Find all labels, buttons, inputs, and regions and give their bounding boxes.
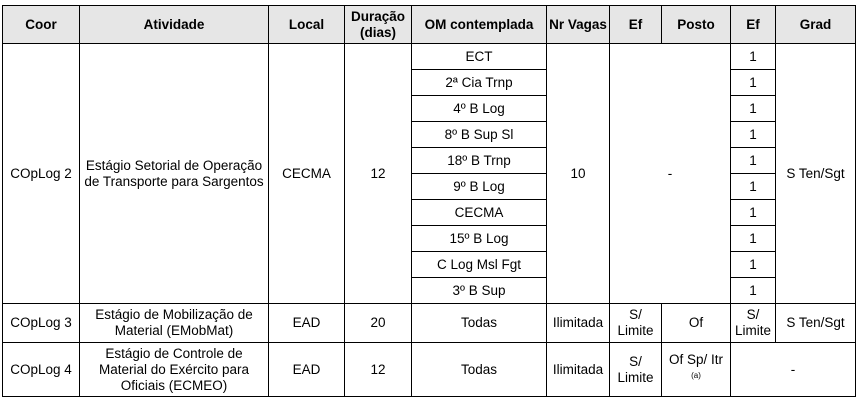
header-posto: Posto — [662, 6, 731, 44]
cell-om: ECT — [412, 44, 547, 70]
cell-ef2: 1 — [731, 200, 776, 226]
cell-ef2: 1 — [731, 44, 776, 70]
cell-ef2: S/ Limite — [731, 304, 776, 343]
cell-coor: COpLog 2 — [3, 44, 80, 304]
header-local: Local — [269, 6, 345, 44]
cell-ef: S/ Limite — [610, 304, 662, 343]
table-row — [3, 44, 856, 70]
cell-coor: COpLog 3 — [3, 304, 80, 343]
header-vagas: Nr Vagas — [547, 6, 610, 44]
header-row — [3, 6, 856, 44]
cell-ef2: 1 — [731, 174, 776, 200]
cell-ef: S/ Limite — [610, 343, 662, 397]
cell-vagas: Ilimitada — [547, 343, 610, 397]
table-row — [3, 343, 856, 397]
cell-ef2: 1 — [731, 252, 776, 278]
cell-om: Todas — [412, 343, 547, 397]
cell-duracao: 12 — [345, 44, 412, 304]
cell-atividade: Estágio de Mobilização de Material (EMobMat) — [80, 304, 269, 343]
cell-local: EAD — [269, 343, 345, 397]
cell-om: 2ª Cia Trnp — [412, 70, 547, 96]
cell-om: CECMA — [412, 200, 547, 226]
cell-om: C Log Msl Fgt — [412, 252, 547, 278]
table-row — [3, 304, 856, 343]
header-om: OM contemplada — [412, 6, 547, 44]
cell-atividade: Estágio Setorial de Operação de Transporte para Sargentos — [80, 44, 269, 304]
header-duracao: Duração (dias) — [345, 6, 412, 44]
footnote-marker: (a) — [691, 370, 701, 380]
cell-om: 18º B Trnp — [412, 148, 547, 174]
header-coor: Coor — [3, 6, 80, 44]
cell-posto — [662, 343, 731, 397]
cell-om: 8º B Sup Sl — [412, 122, 547, 148]
cell-ef-posto: - — [610, 44, 731, 304]
cell-grad: S Ten/Sgt — [776, 44, 856, 304]
activities-table — [2, 5, 856, 397]
cell-coor: COpLog 4 — [3, 343, 80, 397]
cell-ef2: 1 — [731, 226, 776, 252]
header-atividade: Atividade — [80, 6, 269, 44]
cell-ef2: 1 — [731, 148, 776, 174]
cell-ef2-grad: - — [731, 343, 856, 397]
cell-grad: S Ten/Sgt — [776, 304, 856, 343]
cell-duracao: 20 — [345, 304, 412, 343]
cell-om: 15º B Log — [412, 226, 547, 252]
cell-om: 4º B Log — [412, 96, 547, 122]
cell-posto: Of — [662, 304, 731, 343]
cell-om: 9º B Log — [412, 174, 547, 200]
cell-vagas: 10 — [547, 44, 610, 304]
header-ef2: Ef — [731, 6, 776, 44]
cell-duracao: 12 — [345, 343, 412, 397]
cell-local: CECMA — [269, 44, 345, 304]
posto-text: Of Sp/ Itr — [668, 351, 723, 367]
cell-ef2: 1 — [731, 278, 776, 304]
header-ef: Ef — [610, 6, 662, 44]
cell-atividade: Estágio de Controle de Material do Exército para Oficiais (ECMEO) — [80, 343, 269, 397]
cell-ef2: 1 — [731, 96, 776, 122]
cell-vagas: Ilimitada — [547, 304, 610, 343]
header-grad: Grad — [776, 6, 856, 44]
cell-om: Todas — [412, 304, 547, 343]
cell-om: 3º B Sup — [412, 278, 547, 304]
cell-local: EAD — [269, 304, 345, 343]
cell-ef2: 1 — [731, 122, 776, 148]
cell-ef2: 1 — [731, 70, 776, 96]
